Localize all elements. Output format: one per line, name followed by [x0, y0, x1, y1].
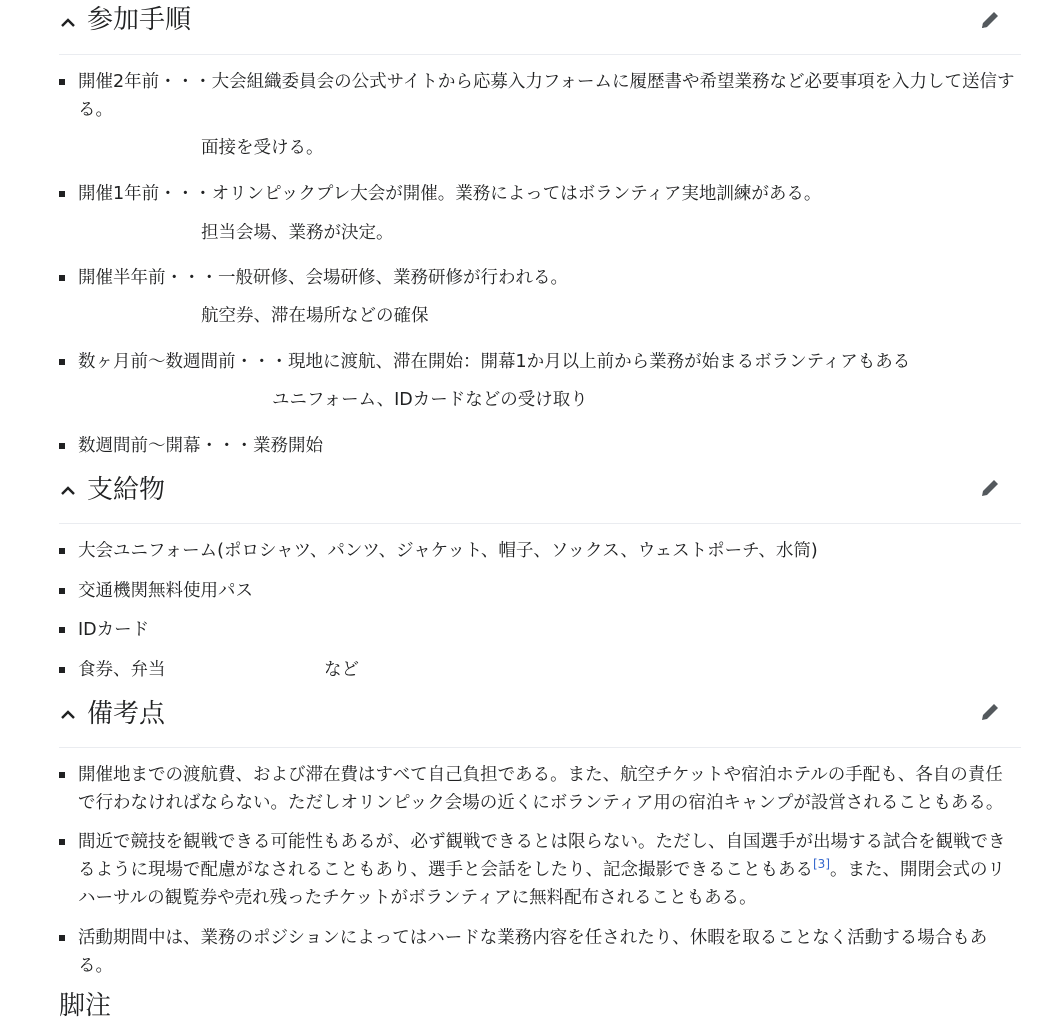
list-item-text: 開催2年前・・・大会組織委員会の公式サイトから応募入力フォームに履歴書や希望業務など必要事項を入力して送信する。: [78, 72, 1015, 120]
bullet: [59, 275, 65, 281]
chevron-up-icon[interactable]: [59, 482, 77, 500]
list-item-subline: ユニフォーム、IDカードなどの受け取り: [272, 390, 588, 410]
bullet: [59, 627, 65, 633]
list-item-text: IDカード: [78, 620, 150, 640]
citation-link[interactable]: [3]: [813, 857, 830, 872]
list-item-text: 数ヶ月前〜数週間前・・・現地に渡航、滞在開始：開幕1か月以上前から業務が始まるボランティアもある: [78, 352, 911, 372]
chevron-up-icon[interactable]: [59, 14, 77, 32]
bullet: [59, 772, 65, 778]
note-text-before: 間近で競技を観戦できる可能性もあるが、必ず観戦できるとは限らない。ただし、自国選手が出場する試合を観戦できるように現場で配慮がなされることもあり、選手と会話をしたり、記念撮影できることもある: [78, 832, 1006, 880]
list-item-text: 数週間前〜開幕・・・業務開始: [78, 436, 323, 456]
list-item: [59, 828, 1021, 912]
section-header-procedure: [59, 4, 1021, 55]
bullet: [59, 548, 65, 554]
section-title: 備考点: [87, 699, 166, 729]
list-item-text: [78, 828, 1018, 912]
section-title-footnotes: 脚注: [59, 991, 112, 1021]
pencil-edit-icon[interactable]: [979, 701, 1001, 723]
bullet: [59, 588, 65, 594]
list-item-text: 交通機関無料使用パス: [78, 581, 253, 601]
section-title: 支給物: [87, 475, 166, 505]
list-item-text: 開催地までの渡航費、および滞在費はすべて自己負担である。また、航空チケットや宿泊ホテルの手配も、各自の責任で行わなければならない。ただしオリンピック会場の近くにボランティア用の宿泊キャンプが設営されることもある。: [78, 765, 1004, 813]
list-item-subline: 航空券、滞在場所などの確保: [201, 306, 429, 326]
pencil-edit-icon[interactable]: [979, 9, 1001, 31]
list-item: [59, 761, 1021, 817]
section-title: 参加手順: [87, 5, 192, 35]
list-item: [59, 924, 1021, 980]
list-item-subline: 担当会場、業務が決定。: [201, 223, 394, 243]
chevron-up-icon[interactable]: [59, 706, 77, 724]
pencil-edit-icon[interactable]: [979, 477, 1001, 499]
bullet: [59, 191, 65, 197]
list-item-text: 大会ユニフォーム(ポロシャツ、パンツ、ジャケット、帽子、ソックス、ウェストポーチ、水筒): [78, 541, 818, 561]
bullet: [59, 359, 65, 365]
list-item-text: 開催1年前・・・オリンピックプレ大会が開催。業務によってはボランティア実地訓練がある。: [78, 184, 822, 204]
trailing-note: など: [324, 660, 359, 680]
bullet: [59, 443, 65, 449]
list-item-text: 開催半年前・・・一般研修、会場研修、業務研修が行われる。: [78, 268, 568, 288]
bullet: [59, 79, 65, 85]
list-item-text: 活動期間中は、業務のポジションによってはハードな業務内容を任されたり、休暇を取ることなく活動する場合もある。: [78, 928, 988, 976]
bullet: [59, 839, 65, 845]
bullet: [59, 935, 65, 941]
section-header-supplies: [59, 470, 1021, 524]
list-item-text: 食券、弁当: [78, 660, 166, 680]
list-item-subline: 面接を受ける。: [201, 138, 324, 158]
note-text-after: 。また、開閉会式のリハーサルの観覧券や売れ残ったチケットがボランティアに無料配布されることもある。: [78, 860, 1005, 908]
bullet: [59, 667, 65, 673]
section-header-notes: [59, 694, 1021, 748]
